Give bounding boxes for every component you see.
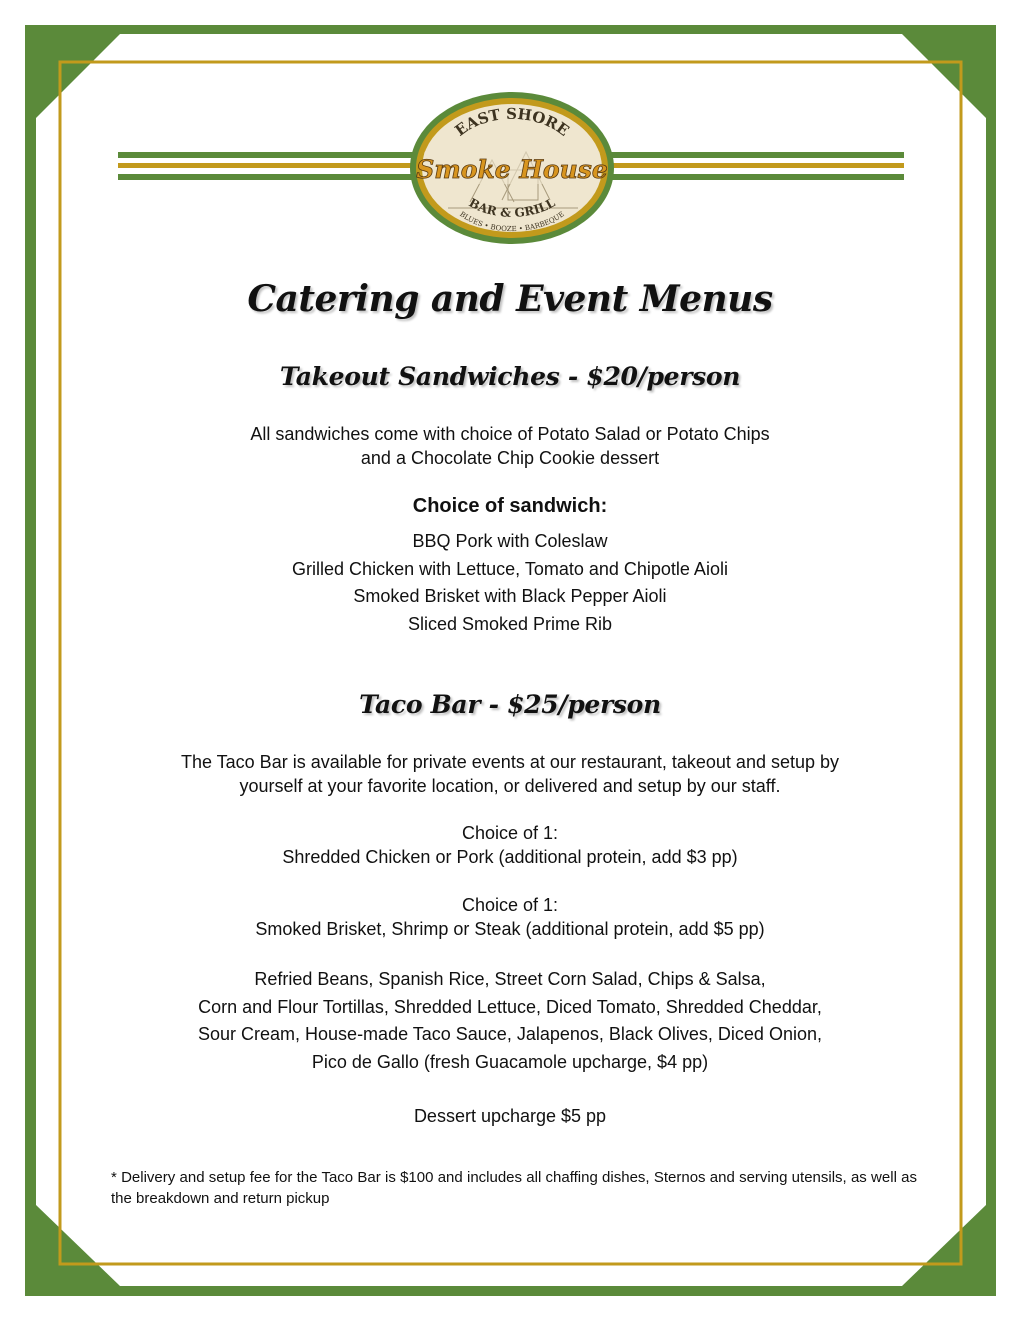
sandwich-choice-label: Choice of sandwich:: [412, 495, 608, 517]
list-item: Pico de Gallo (fresh Guacamole upcharge, $4 pp): [311, 1051, 709, 1072]
sandwiches-intro: All sandwiches come with choice of Potato Salad or Potato Chips and a Chocolate Chip Cookie dessert: [250, 424, 770, 468]
sandwiches-heading: Takeout Sandwiches - $20/person: [279, 362, 741, 391]
svg-text:BAR & GRILL: BAR & GRILL: [466, 195, 558, 220]
svg-text:Smoke House: Smoke House: [416, 155, 608, 184]
page-title: Catering and Event Menus: [247, 278, 773, 320]
svg-text:BLUES • BOOZE • BARBEQUE: BLUES • BOOZE • BARBEQUE: [458, 210, 566, 234]
taco-heading: Taco Bar - $25/person: [359, 690, 661, 719]
list-item: BBQ Pork with Coleslaw: [412, 531, 608, 551]
taco-intro: The Taco Bar is available for private events at our restaurant, takeout and setup by yourself at your favorite location, or delivered and setup by our staff.: [180, 752, 840, 796]
taco-choice-2: Choice of 1: Smoked Brisket, Shrimp or Steak (additional protein, add $5 pp): [255, 895, 765, 939]
list-item: Sour Cream, House-made Taco Sauce, Jalapenos, Black Olives, Diced Onion,: [198, 1024, 822, 1044]
taco-choice-1: Choice of 1: Shredded Chicken or Pork (additional protein, add $3 pp): [282, 823, 738, 867]
dessert-upcharge: Dessert upcharge $5 pp: [413, 1106, 607, 1126]
svg-text:EAST SHORE: EAST SHORE: [451, 104, 573, 140]
list-item: Grilled Chicken with Lettuce, Tomato and Chipotle Aioli: [292, 558, 728, 579]
sandwich-list: [0, 528, 1020, 638]
list-item: Corn and Flour Tortillas, Shredded Lettuce, Diced Tomato, Shredded Cheddar,: [198, 996, 822, 1017]
list-item: Smoked Brisket with Black Pepper Aioli: [353, 586, 667, 606]
list-item: Sliced Smoked Prime Rib: [407, 613, 613, 634]
list-item: Refried Beans, Spanish Rice, Street Corn Salad, Chips & Salsa,: [254, 969, 766, 989]
footnote: * Delivery and setup fee for the Taco Bar is $100 and includes all chaffing dishes, Sternos and serving utensils, as well as the breakdown and return pickup: [111, 1169, 917, 1207]
taco-sides: [0, 966, 1020, 1076]
